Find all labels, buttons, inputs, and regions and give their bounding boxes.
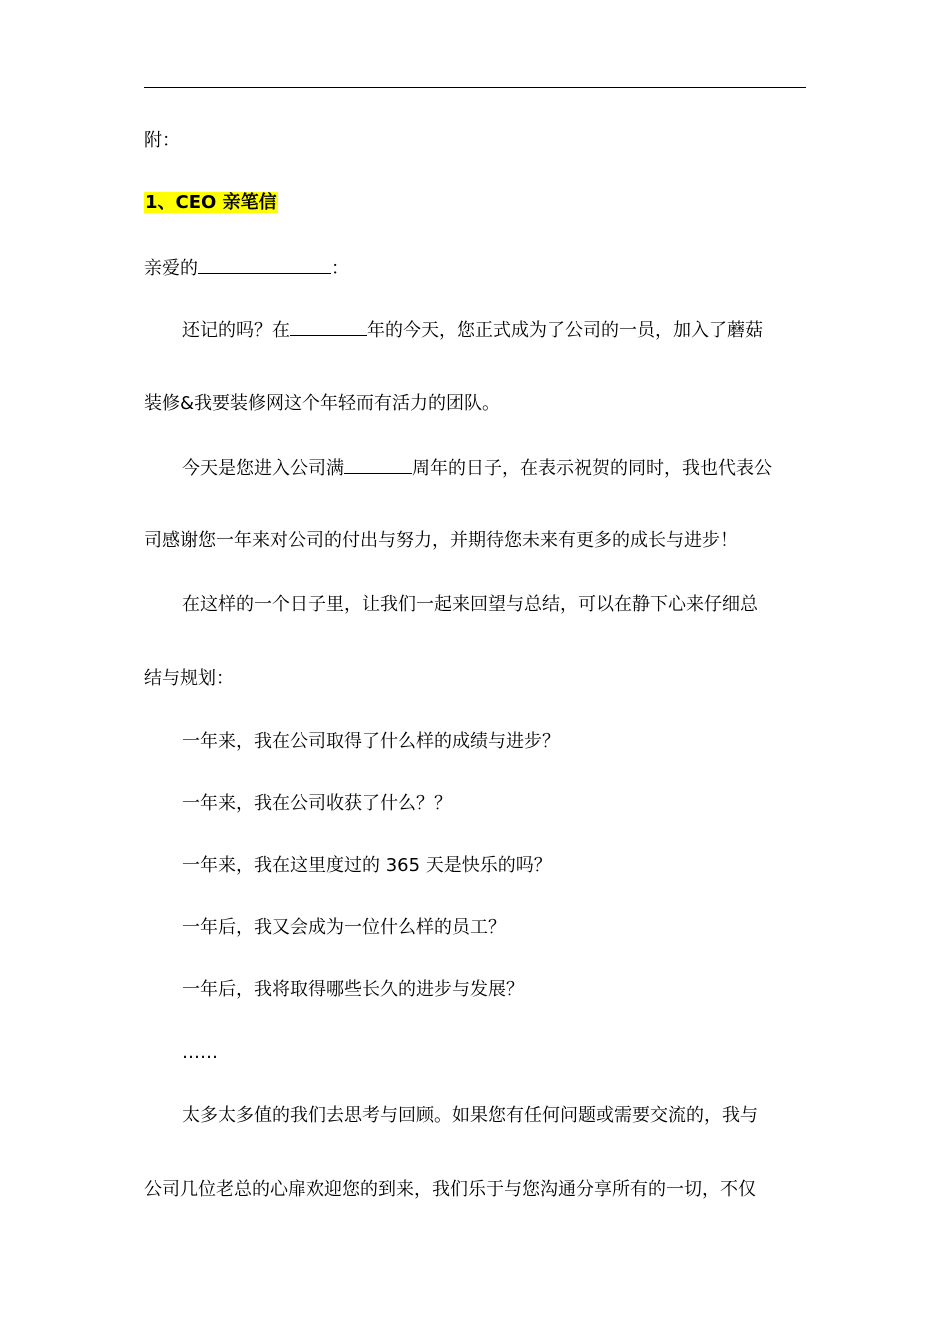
para1-line1-before: 还记的吗？在 <box>182 320 290 341</box>
section-heading: 1、CEO 亲笔信 <box>145 192 277 213</box>
para1-line1 <box>182 317 763 344</box>
ellipsis: …… <box>182 1042 218 1063</box>
para2-line1-before: 今天是您进入公司满 <box>182 458 344 479</box>
appendix-label: 附： <box>144 130 180 151</box>
para4-line1: 太多太多值的我们去思考与回顾。如果您有任何问题或需要交流的，我与 <box>182 1105 758 1126</box>
salutation-suffix: ： <box>331 258 349 279</box>
salutation-prefix: 亲爱的 <box>144 258 198 279</box>
para2-line2: 司感谢您一年来对公司的付出与努力，并期待您未来有更多的成长与进步！ <box>144 530 738 551</box>
para2-line1-after: 周年的日子，在表示祝贺的同时，我也代表公 <box>412 458 772 479</box>
anniversary-years-blank <box>344 455 412 474</box>
question-3: 一年来，我在这里度过的 365 天是快乐的吗？ <box>182 855 552 876</box>
para3-line2: 结与规划： <box>144 668 234 689</box>
top-horizontal-rule <box>144 87 806 88</box>
question-1: 一年来，我在公司取得了什么样的成绩与进步？ <box>182 731 560 752</box>
para3-line1: 在这样的一个日子里，让我们一起来回望与总结，可以在静下心来仔细总 <box>182 594 758 615</box>
question-4: 一年后，我又会成为一位什么样的员工？ <box>182 917 506 938</box>
question-5: 一年后，我将取得哪些长久的进步与发展？ <box>182 979 524 1000</box>
salutation <box>144 255 349 282</box>
para2-line1 <box>182 455 772 482</box>
section-heading-wrapper <box>144 190 278 216</box>
question-2: 一年来，我在公司收获了什么？？ <box>182 793 452 814</box>
year-blank <box>290 317 367 336</box>
para4-line2: 公司几位老总的心扉欢迎您的到来，我们乐于与您沟通分享所有的一切，不仅 <box>144 1179 756 1200</box>
recipient-name-blank <box>198 255 331 274</box>
para1-line1-after: 年的今天，您正式成为了公司的一员，加入了蘑菇 <box>367 320 763 341</box>
para1-line2: 装修&我要装修网这个年轻而有活力的团队。 <box>144 393 501 414</box>
